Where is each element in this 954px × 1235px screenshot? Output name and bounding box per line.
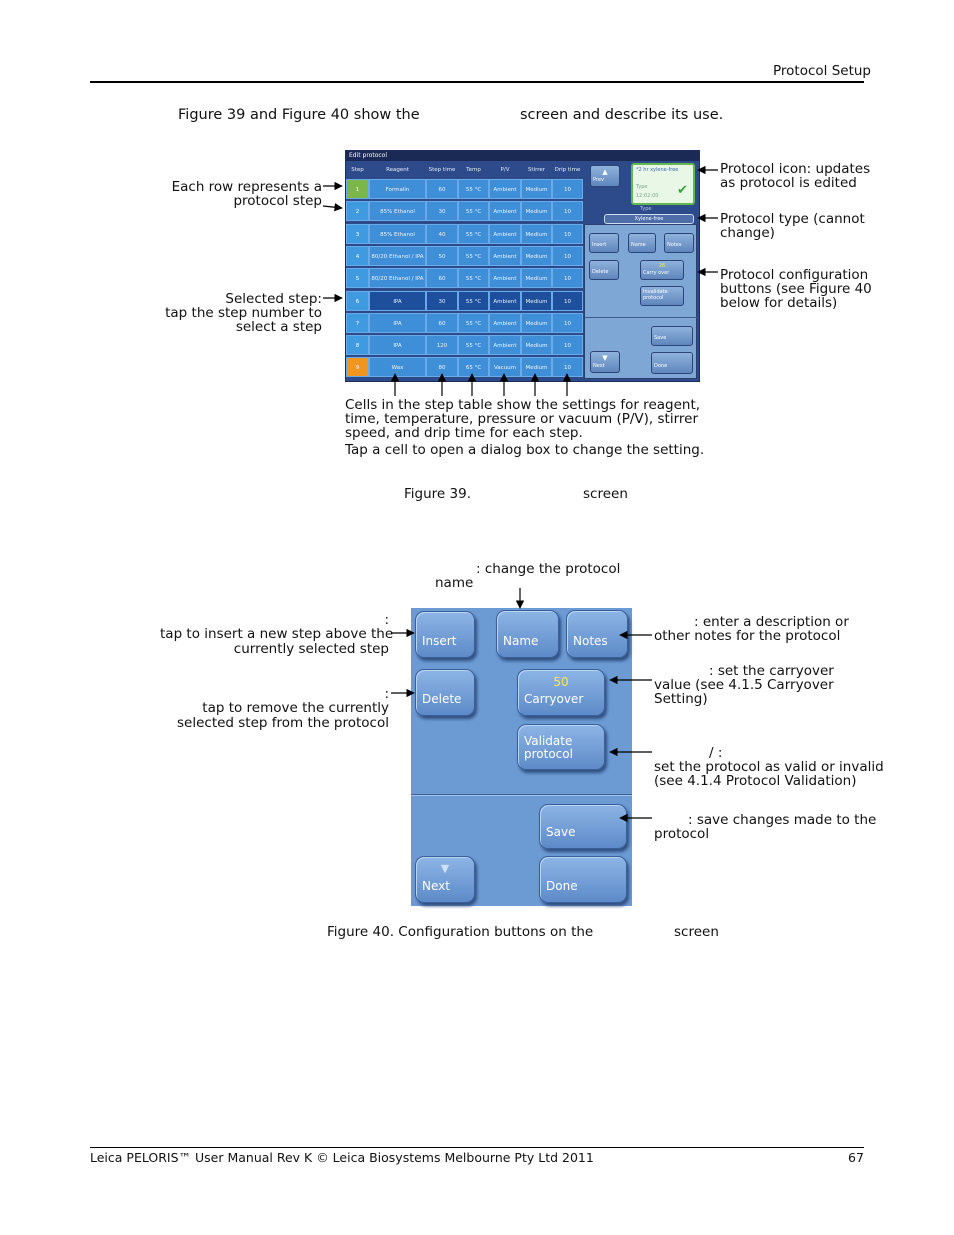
table-cell[interactable]: IPA [369,313,426,333]
callout-valid-line3: (see 4.1.4 Protocol Validation) [654,773,857,789]
table-cell[interactable]: 55 °C [458,201,489,221]
table-cell[interactable]: 10 [552,291,583,311]
table-cell[interactable]: Medium [521,268,552,288]
callout-carry-line3: Setting) [654,691,708,707]
table-cell[interactable]: IPA [369,335,426,355]
table-cell[interactable]: Ambient [489,224,521,244]
notes-button[interactable]: Notes [566,610,628,658]
table-cell[interactable]: Medium [521,224,552,244]
callout-valid-line1: / : [709,745,723,761]
table-cell[interactable]: 55 °C [458,179,489,199]
table-cell[interactable]: 120 [426,335,458,355]
table-cell[interactable]: 55 °C [458,246,489,266]
table-cell[interactable]: Ambient [489,313,521,333]
protocol-icon-title: *2 hr xylene-free [636,167,679,173]
callout-icon-line1: Protocol icon: updates [720,161,871,177]
table-cell[interactable]: Ambient [489,268,521,288]
table-cell[interactable]: 10 [552,224,583,244]
callout-cells-line4: Tap a cell to open a dialog box to change the setting. [345,442,705,458]
figure39-caption-suffix: screen [583,486,628,502]
table-cell[interactable]: Ambient [489,246,521,266]
table-cell[interactable]: 10 [552,313,583,333]
check-icon: ✔ [677,183,688,198]
callout-carry-line1: : set the carryover [709,663,834,679]
column-header: Step [351,167,364,173]
page-number: 67 [848,1150,864,1165]
callout-delete-line1: tap to remove the currently [202,700,389,716]
step-number-cell[interactable]: 2 [346,201,369,221]
column-header: Reagent [386,167,409,173]
table-cell[interactable]: 60 [426,179,458,199]
carryover-button-small[interactable]: 26 Carry over [640,260,684,280]
table-cell[interactable]: 55 °C [458,268,489,288]
insert-button-small[interactable]: Insert [589,233,619,253]
callout-cells-line3: speed, and drip time for each step. [345,425,583,441]
callout-delete-colon: : [384,686,389,702]
callout-icon-line2: as protocol is edited [720,175,857,191]
name-button[interactable]: Name [496,610,559,658]
validate-protocol-button[interactable]: Validate protocol [517,724,605,770]
prev-label: Prev [593,177,604,183]
step-number-cell[interactable]: 3 [346,224,369,244]
table-cell[interactable]: 80/20 Ethanol / IPA [369,268,426,288]
callout-name-line2: name [435,575,474,591]
table-cell[interactable]: 10 [552,357,583,377]
save-button-small[interactable]: Save [651,326,693,346]
step-number-cell[interactable]: 6 [346,291,369,311]
figure40-caption-part1: Figure 40. Configuration buttons on the [327,924,594,940]
delete-button-small[interactable]: Delete [589,260,619,280]
protocol-type-field: Xylene-free [604,214,694,224]
invalidate-button-small[interactable]: Invalidate protocol [640,286,684,306]
table-cell[interactable]: Medium [521,357,552,377]
callout-insert-line1: tap to insert a new step above the [160,626,394,642]
footer-rule [90,1147,864,1148]
table-cell[interactable]: Ambient [489,201,521,221]
table-cell[interactable]: 55 °C [458,335,489,355]
column-header: P/V [500,167,510,173]
callout-name-line1: : change the protocol [476,561,621,577]
next-button-small[interactable]: ▼ Next [590,351,620,373]
callout-notes-line2: other notes for the protocol [654,628,841,644]
table-cell[interactable]: 55 °C [458,291,489,311]
arrow-row-2 [323,206,342,208]
callout-config-line3: below for details) [720,295,838,311]
column-header: Drip time [554,167,581,173]
done-button-small[interactable]: Done [651,352,693,374]
step-number-cell[interactable]: 4 [346,246,369,266]
notes-button-small[interactable]: Notes [664,233,694,253]
table-cell[interactable]: 55 °C [458,313,489,333]
table-cell[interactable]: Medium [521,313,552,333]
down-arrow-icon: ▼ [440,862,450,875]
intro-text-part1: Figure 39 and Figure 40 show the [178,107,420,123]
carryover-button[interactable]: 50 Carryover [517,669,605,716]
table-cell[interactable]: 10 [552,201,583,221]
table-cell[interactable]: 10 [552,335,583,355]
table-cell[interactable]: 60 [426,268,458,288]
callout-delete-line2: selected step from the protocol [177,715,389,731]
callout-row-line1: Each row represents a [171,179,322,195]
table-cell[interactable]: Ambient [489,291,521,311]
running-header: Protocol Setup [773,63,871,79]
callout-config-line1: Protocol configuration [720,267,869,283]
step-number-cell[interactable]: 1 [346,179,369,199]
table-cell[interactable]: 85% Ethanol [369,201,426,221]
protocol-icon-type: Type [636,184,648,190]
table-cell[interactable]: 65 °C [458,357,489,377]
insert-button[interactable]: Insert [415,611,475,658]
callout-cells-line1: Cells in the step table show the settings for reagent, [345,397,701,413]
table-cell[interactable]: Medium [521,201,552,221]
protocol-icon-time: 12:02:00 [636,193,659,199]
callout-cells-line2: time, temperature, pressure or vacuum (P/V), stirrer [345,411,699,427]
callout-row-line2: protocol step [233,193,322,209]
table-cell[interactable]: 80/20 Ethanol / IPA [369,246,426,266]
delete-button[interactable]: Delete [415,669,475,716]
table-cell[interactable]: 10 [552,179,583,199]
step-number-cell[interactable]: 5 [346,268,369,288]
column-header: Stirrer [527,167,546,173]
carryover-value: 50 [553,675,569,689]
type-label: Type [640,206,652,212]
done-button[interactable]: Done [539,856,627,903]
callout-insert-line2: currently selected step [233,641,389,657]
save-button[interactable]: Save [539,804,627,849]
table-cell[interactable]: 85% Ethanol [369,224,426,244]
next-button[interactable]: ▼ Next [415,856,475,903]
table-cell[interactable]: Ambient [489,179,521,199]
column-header: Temp [466,167,481,173]
prev-button[interactable]: ▲ Prev [590,165,620,187]
intro-text-part2: screen and describe its use. [520,107,724,123]
step-number-cell[interactable]: 7 [346,313,369,333]
table-cell[interactable]: 30 [426,201,458,221]
table-cell[interactable]: 55 °C [458,224,489,244]
column-header: Step time [428,167,456,173]
footer-text: Leica PELORIS™ User Manual Rev K © Leica Biosystems Melbourne Pty Ltd 2011 [90,1150,594,1165]
callout-selected-line1: Selected step: [225,291,322,307]
callout-insert-colon: : [384,612,389,628]
table-cell[interactable]: 50 [426,246,458,266]
callout-save-line1: : save changes made to the [688,812,877,828]
figure40-caption-part2: screen [674,924,719,940]
table-cell[interactable]: Medium [521,335,552,355]
step-number-cell[interactable]: 9 [346,357,369,377]
table-cell[interactable]: Wax [369,357,426,377]
callout-selected-line3: select a step [235,319,322,335]
callout-config-line2: buttons (see Figure 40 [720,281,872,297]
table-cell[interactable]: 80 [426,357,458,377]
figure39-caption: Figure 39. [404,486,471,502]
callout-carry-line2: value (see 4.1.5 Carryover [654,677,834,693]
step-number-cell[interactable]: 8 [346,335,369,355]
table-cell[interactable]: 10 [552,268,583,288]
table-cell[interactable]: 10 [552,246,583,266]
table-cell[interactable]: Ambient [489,335,521,355]
name-button-small[interactable]: Name [628,233,656,253]
screen-title: Edit protocol [346,151,699,161]
callout-type-line2: change) [720,225,775,241]
table-cell[interactable]: Medium [521,246,552,266]
table-cell[interactable]: Formalin [369,179,426,199]
callout-selected-line2: tap the step number to [165,305,322,321]
table-cell[interactable]: IPA [369,291,426,311]
callout-save-line2: protocol [654,826,710,842]
table-cell[interactable]: Medium [521,291,552,311]
callout-valid-line2: set the protocol as valid or invalid [654,759,884,775]
table-cell[interactable]: 40 [426,224,458,244]
callout-type-line1: Protocol type (cannot [720,211,865,227]
table-cell[interactable]: 30 [426,291,458,311]
table-cell[interactable]: Vacuum [489,357,521,377]
callout-notes-line1: : enter a description or [694,614,849,630]
table-cell[interactable]: Medium [521,179,552,199]
table-cell[interactable]: 60 [426,313,458,333]
